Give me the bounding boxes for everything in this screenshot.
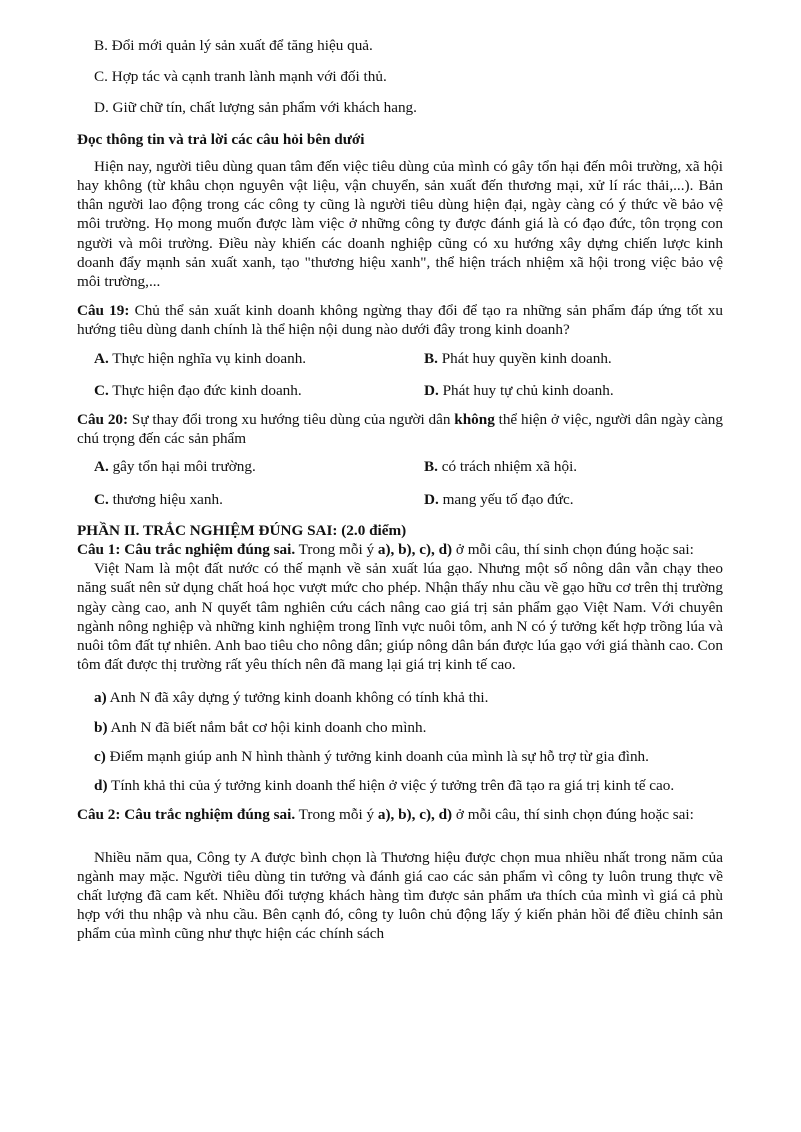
- part-2-title: PHẦN II. TRẮC NGHIỆM ĐÚNG SAI: (2.0 điểm): [77, 521, 407, 539]
- q19-choice-a: A. Thực hiện nghĩa vụ kinh doanh.: [94, 349, 307, 367]
- question-19-text: Chủ thể sản xuất kinh doanh không ngừng thay đổi để tạo ra những sản phẩm đáp ứng tốt xu hướng tiêu dùng danh chính là thể hiện nội dung nào dưới đây trong kinh doanh?: [77, 302, 723, 339]
- question-20: Câu 20: Sự thay đổi trong xu hướng tiêu dùng của người dân không thể hiện ở việc, người dân ngày càng chú trọng đến các sản phẩm: [77, 411, 723, 448]
- tf1-item-d: d) Tính khả thi của ý tưởng kinh doanh thể hiện ở việc ý tưởng trên đã tạo ra giá trị kinh tế cao.: [94, 777, 675, 795]
- tf-question-1: Câu 1: Câu trắc nghiệm đúng sai. Trong mỗi ý a), b), c), d) ở mỗi câu, thí sinh chọn đúng hoặc sai:: [77, 541, 694, 559]
- q20-choice-b: B. có trách nhiệm xã hội.: [424, 458, 578, 476]
- tf1-item-a: a) Anh N đã xây dựng ý tưởng kinh doanh không có tính khả thi.: [94, 689, 489, 707]
- question-20-label: Câu 20:: [77, 411, 129, 429]
- question-19: [77, 301, 723, 339]
- reading-passage: Hiện nay, người tiêu dùng quan tâm đến việc tiêu dùng của mình có gây tổn hại đến môi trường, xã hội hay không (từ khâu chọn nguyên vật liệu, vận chuyển, sản xuất đến thương mại, xử lí rác thải,...). Bản thân người lao động trong các công ty cũng là người tiêu dùng hiện đại, ngày càng có ý thức về bảo vệ môi trường. Họ mong muốn được làm việc ở những công ty được đánh giá là có đạo đức, tôn trọng con người và môi trường. Điều này khiến các doanh nghiệp cũng có xu hướng xây dựng chiến lược kinh doanh đẩy mạnh sản xuất xanh, tạo "thương hiệu xanh", thể hiện trách nhiệm xã hội trong việc bảo vệ môi trường,...: [77, 157, 723, 291]
- tf1-item-b: b) Anh N đã biết nắm bắt cơ hội kinh doanh cho mình.: [94, 718, 427, 736]
- q19-choice-d: D. Phát huy tự chủ kinh doanh.: [424, 381, 614, 399]
- question-19-choices: [77, 349, 723, 400]
- q19-choice-c: C. Thực hiện đạo đức kinh doanh.: [94, 381, 302, 399]
- q20-choice-a: A. gây tổn hại môi trường.: [94, 458, 256, 476]
- tf-question-2: Câu 2: Câu trắc nghiệm đúng sai. Trong mỗi ý a), b), c), d) ở mỗi câu, thí sinh chọn đúng hoặc sai:: [77, 806, 694, 824]
- question-20-choices: [77, 457, 723, 508]
- reading-heading: Đọc thông tin và trả lời các câu hỏi bên dưới: [77, 130, 365, 148]
- spacer: [77, 834, 723, 848]
- tf1-item-c: c) Điểm mạnh giúp anh N hình thành ý tưởng kinh doanh của mình là sự hỗ trợ từ gia đình.: [94, 747, 649, 765]
- q20-choice-c: C. thương hiệu xanh.: [94, 490, 223, 508]
- q19-choice-b: B. Phát huy quyền kinh doanh.: [424, 349, 612, 367]
- tf-question-2-passage: Nhiều năm qua, Công ty A được bình chọn là Thương hiệu được chọn mua nhiều nhất trong năm của ngành may mặc. Người tiêu dùng tin tưởng và đánh giá cao các sản phẩm vì công ty luôn trung thực về chất lượng đã cam kết. Nhiều đối tượng khách hàng tìm được sản phẩm ưa thích của mình vì giá cả phù hợp với thu nhập và nhu cầu. Bên cạnh đó, công ty luôn chủ động lấy ý kiến phản hồi để điều chỉnh sản phẩm của mình cũng như thực hiện các chính sách: [77, 848, 723, 943]
- tf-question-1-label: Câu 1: Câu trắc nghiệm đúng sai.: [77, 541, 296, 559]
- option-b: B. Đổi mới quản lý sản xuất để tăng hiệu quả.: [94, 37, 373, 54]
- q20-choice-d: D. mang yếu tố đạo đức.: [424, 490, 574, 508]
- question-19-label: Câu 19:: [77, 302, 130, 320]
- tf-question-1-passage: Việt Nam là một đất nước có thế mạnh về sản xuất lúa gạo. Nhưng một số nông dân vẫn chạy theo năng suất nên sử dụng chất hoá học vượt mức cho phép. Nhận thấy nhu cầu về gạo hữu cơ trên thị trường ngày càng cao, anh N quyết tâm nghiên cứu cách nâng cao giá trị sản phẩm gạo Việt Nam. Với chuyên ngành nông nghiệp và những kinh nghiệm trong lĩnh vực nuôi tôm, anh N có ý tưởng kết hợp trồng lúa và nuôi tôm đất tự nhiên. Anh bao tiêu cho nông dân; giúp nông dân bán được lúa gạo với giá thành cao. Con tôm đất được thị trường rất yêu thích nên đã mang lại giá trị kinh tế cao.: [77, 560, 723, 674]
- tf-question-2-label: Câu 2: Câu trắc nghiệm đúng sai.: [77, 806, 296, 824]
- option-d: D. Giữ chữ tín, chất lượng sản phẩm với khách hang.: [94, 99, 417, 117]
- option-c: C. Hợp tác và cạnh tranh lành mạnh với đối thủ.: [94, 68, 387, 86]
- question-20-emphasis: không: [454, 411, 495, 429]
